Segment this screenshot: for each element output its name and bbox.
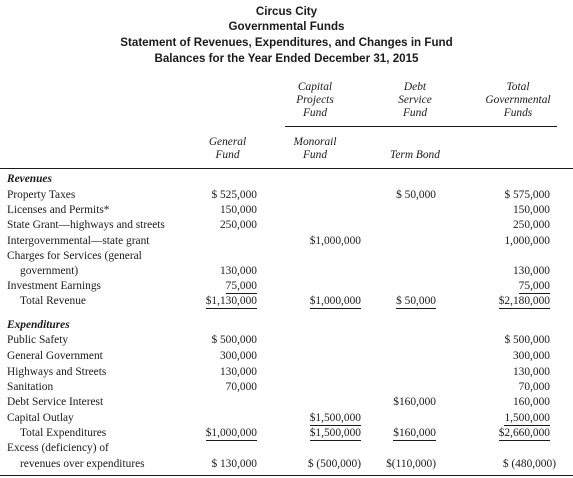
total-expenditures-monorail: $1,500,000 — [309, 427, 361, 439]
row-label: Capital Outlay — [7, 412, 74, 424]
cell-general: 300,000 — [219, 350, 257, 362]
cell-term-bond: $ 50,000 — [396, 189, 436, 201]
cell-total: 250,000 — [512, 219, 550, 231]
cell-term-bond: $160,000 — [393, 396, 436, 408]
cell-total: 300,000 — [512, 350, 550, 362]
cell-total: 130,000 — [512, 366, 550, 378]
row-label: Highways and Streets — [7, 366, 107, 378]
total-revenue-total: $2,180,000 — [498, 295, 550, 307]
report-fund-type: Governmental Funds — [228, 20, 345, 33]
row-label: Public Safety — [7, 334, 69, 346]
revenues-section-heading: Revenues — [7, 173, 52, 185]
row-label: Property Taxes — [7, 189, 76, 201]
cell-general: $ 525,000 — [211, 189, 257, 201]
total-expenditures-label: Total Expenditures — [20, 427, 107, 439]
cell-general: 130,000 — [219, 265, 257, 277]
cell-general: 150,000 — [219, 204, 257, 216]
cell-total: 1,500,000 — [504, 412, 550, 424]
cell-total: 75,000 — [518, 280, 550, 292]
excess-total: $ (480,000) — [502, 458, 556, 470]
cell-general: 130,000 — [219, 366, 257, 378]
header-term-bond: Term Bond — [390, 149, 440, 161]
row-label: General Government — [7, 350, 103, 362]
total-expenditures-total: $2,660,000 — [498, 427, 550, 439]
report-statement-name: Statement of Revenues, Expenditures, and Changes in Fund — [120, 36, 453, 49]
header-bottom-rule — [0, 168, 573, 169]
total-revenue-term-bond: $ 50,000 — [396, 295, 436, 307]
cell-general: 70,000 — [225, 381, 257, 393]
report-period: Balances for the Year Ended December 31, 2015 — [154, 52, 419, 65]
header-general-fund: General Fund — [208, 136, 247, 161]
header-capital-projects: Capital Projects Fund — [296, 81, 334, 119]
cell-total: 160,000 — [512, 396, 550, 408]
cell-total: 1,000,000 — [504, 235, 550, 247]
excess-general: $ 130,000 — [211, 458, 257, 470]
row-label-continued: government) — [20, 265, 79, 277]
cell-monorail: $1,500,000 — [309, 412, 361, 424]
cell-general: 250,000 — [219, 219, 257, 231]
total-expenditures-term-bond: $160,000 — [393, 427, 436, 439]
total-expenditures-general: $1,000,000 — [205, 427, 257, 439]
excess-monorail: $ (500,000) — [307, 458, 361, 470]
cell-total: 130,000 — [512, 265, 550, 277]
row-label: Debt Service Interest — [7, 396, 104, 408]
cell-general: 75,000 — [225, 280, 257, 292]
header-monorail-fund: Monorail Fund — [293, 136, 337, 161]
cell-total: 70,000 — [518, 381, 550, 393]
excess-label: Excess (deficiency) of — [7, 442, 109, 454]
cell-monorail: $1,000,000 — [309, 235, 361, 247]
cell-total: 150,000 — [512, 204, 550, 216]
row-label: State Grant—highways and streets — [7, 219, 165, 231]
footer-rule — [0, 475, 573, 476]
row-label: Sanitation — [7, 381, 54, 393]
cell-total: $ 575,000 — [504, 189, 550, 201]
cell-total: $ 500,000 — [504, 334, 550, 346]
header-divider-rule — [285, 126, 557, 127]
cell-general: $ 500,000 — [211, 334, 257, 346]
header-total-governmental: Total Governmental Funds — [485, 81, 551, 119]
row-label: Licenses and Permits* — [7, 204, 110, 216]
row-label: Investment Earnings — [7, 280, 101, 292]
total-revenue-general: $1,130,000 — [205, 295, 257, 307]
header-debt-service: Debt Service Fund — [398, 81, 432, 119]
excess-term-bond: $(110,000) — [386, 458, 436, 470]
total-revenue-monorail: $1,000,000 — [309, 295, 361, 307]
row-label: Charges for Services (general — [7, 250, 142, 262]
expenditures-section-heading: Expenditures — [7, 319, 70, 331]
excess-label-continued: revenues over expenditures — [20, 458, 145, 470]
total-revenue-label: Total Revenue — [20, 295, 86, 307]
report-entity-name: Circus City — [255, 5, 318, 18]
row-label: Intergovernmental—state grant — [7, 235, 150, 247]
